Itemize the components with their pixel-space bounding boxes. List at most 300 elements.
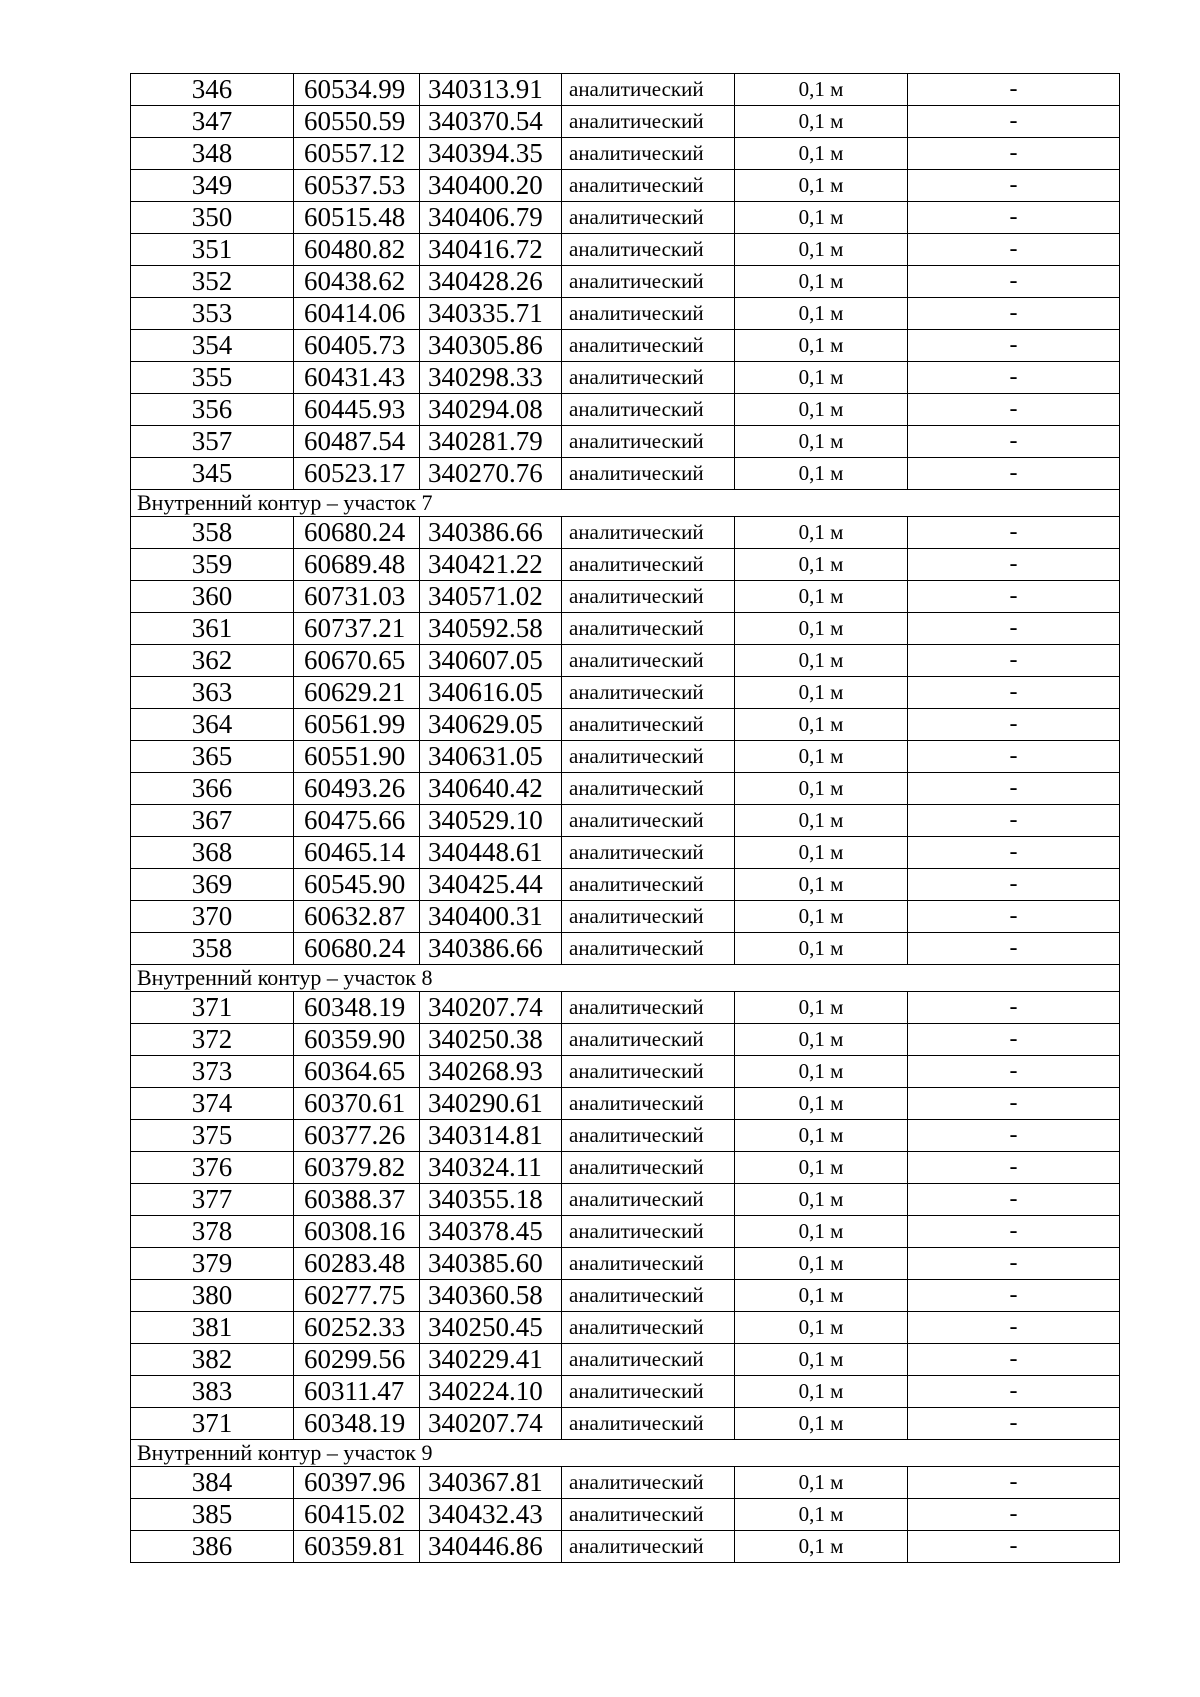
y-coordinate-cell: 340324.11 bbox=[420, 1152, 562, 1184]
method-cell: аналитический bbox=[562, 1499, 735, 1531]
y-coordinate-cell: 340629.05 bbox=[420, 709, 562, 741]
note-cell: - bbox=[908, 1024, 1120, 1056]
accuracy-cell: 0,1 м bbox=[735, 1344, 908, 1376]
accuracy-cell: 0,1 м bbox=[735, 1376, 908, 1408]
table-row bbox=[131, 1312, 1120, 1344]
method-cell: аналитический bbox=[562, 517, 735, 549]
section-header-row bbox=[131, 965, 1120, 992]
x-coordinate-cell: 60680.24 bbox=[294, 933, 420, 965]
accuracy-cell: 0,1 м bbox=[735, 741, 908, 773]
method-cell: аналитический bbox=[562, 234, 735, 266]
method-cell: аналитический bbox=[562, 1280, 735, 1312]
point-number-cell: 367 bbox=[131, 805, 294, 837]
method-cell: аналитический bbox=[562, 613, 735, 645]
method-cell: аналитический bbox=[562, 837, 735, 869]
accuracy-cell: 0,1 м bbox=[735, 677, 908, 709]
y-coordinate-cell: 340592.58 bbox=[420, 613, 562, 645]
point-number-cell: 365 bbox=[131, 741, 294, 773]
accuracy-cell: 0,1 м bbox=[735, 1408, 908, 1440]
table-row bbox=[131, 330, 1120, 362]
point-number-cell: 353 bbox=[131, 298, 294, 330]
x-coordinate-cell: 60364.65 bbox=[294, 1056, 420, 1088]
table-row bbox=[131, 1467, 1120, 1499]
x-coordinate-cell: 60252.33 bbox=[294, 1312, 420, 1344]
accuracy-cell: 0,1 м bbox=[735, 549, 908, 581]
y-coordinate-cell: 340446.86 bbox=[420, 1531, 562, 1563]
note-cell: - bbox=[908, 1376, 1120, 1408]
table-row bbox=[131, 74, 1120, 106]
y-coordinate-cell: 340250.38 bbox=[420, 1024, 562, 1056]
method-cell: аналитический bbox=[562, 645, 735, 677]
x-coordinate-cell: 60283.48 bbox=[294, 1248, 420, 1280]
x-coordinate-cell: 60632.87 bbox=[294, 901, 420, 933]
x-coordinate-cell: 60370.61 bbox=[294, 1088, 420, 1120]
point-number-cell: 363 bbox=[131, 677, 294, 709]
note-cell: - bbox=[908, 1216, 1120, 1248]
y-coordinate-cell: 340394.35 bbox=[420, 138, 562, 170]
note-cell: - bbox=[908, 992, 1120, 1024]
point-number-cell: 375 bbox=[131, 1120, 294, 1152]
note-cell: - bbox=[908, 837, 1120, 869]
table-row bbox=[131, 645, 1120, 677]
y-coordinate-cell: 340294.08 bbox=[420, 394, 562, 426]
note-cell: - bbox=[908, 741, 1120, 773]
table-row bbox=[131, 1408, 1120, 1440]
point-number-cell: 383 bbox=[131, 1376, 294, 1408]
method-cell: аналитический bbox=[562, 1531, 735, 1563]
note-cell: - bbox=[908, 517, 1120, 549]
method-cell: аналитический bbox=[562, 1312, 735, 1344]
point-number-cell: 358 bbox=[131, 517, 294, 549]
table-row bbox=[131, 773, 1120, 805]
method-cell: аналитический bbox=[562, 741, 735, 773]
method-cell: аналитический bbox=[562, 362, 735, 394]
y-coordinate-cell: 340386.66 bbox=[420, 933, 562, 965]
note-cell: - bbox=[908, 1248, 1120, 1280]
point-number-cell: 356 bbox=[131, 394, 294, 426]
x-coordinate-cell: 60311.47 bbox=[294, 1376, 420, 1408]
point-number-cell: 386 bbox=[131, 1531, 294, 1563]
note-cell: - bbox=[908, 426, 1120, 458]
y-coordinate-cell: 340640.42 bbox=[420, 773, 562, 805]
note-cell: - bbox=[908, 1088, 1120, 1120]
table-row bbox=[131, 1184, 1120, 1216]
note-cell: - bbox=[908, 1467, 1120, 1499]
note-cell: - bbox=[908, 458, 1120, 490]
accuracy-cell: 0,1 м bbox=[735, 869, 908, 901]
table-row bbox=[131, 549, 1120, 581]
accuracy-cell: 0,1 м bbox=[735, 426, 908, 458]
method-cell: аналитический bbox=[562, 1120, 735, 1152]
point-number-cell: 379 bbox=[131, 1248, 294, 1280]
method-cell: аналитический bbox=[562, 330, 735, 362]
y-coordinate-cell: 340367.81 bbox=[420, 1467, 562, 1499]
section-title: Внутренний контур – участок 9 bbox=[131, 1440, 1120, 1467]
accuracy-cell: 0,1 м bbox=[735, 837, 908, 869]
note-cell: - bbox=[908, 933, 1120, 965]
accuracy-cell: 0,1 м bbox=[735, 298, 908, 330]
point-number-cell: 368 bbox=[131, 837, 294, 869]
accuracy-cell: 0,1 м bbox=[735, 613, 908, 645]
y-coordinate-cell: 340335.71 bbox=[420, 298, 562, 330]
method-cell: аналитический bbox=[562, 426, 735, 458]
point-number-cell: 354 bbox=[131, 330, 294, 362]
note-cell: - bbox=[908, 74, 1120, 106]
point-number-cell: 347 bbox=[131, 106, 294, 138]
table-row bbox=[131, 677, 1120, 709]
x-coordinate-cell: 60405.73 bbox=[294, 330, 420, 362]
table-row bbox=[131, 1024, 1120, 1056]
note-cell: - bbox=[908, 613, 1120, 645]
accuracy-cell: 0,1 м bbox=[735, 106, 908, 138]
accuracy-cell: 0,1 м bbox=[735, 202, 908, 234]
note-cell: - bbox=[908, 234, 1120, 266]
point-number-cell: 355 bbox=[131, 362, 294, 394]
accuracy-cell: 0,1 м bbox=[735, 1056, 908, 1088]
note-cell: - bbox=[908, 362, 1120, 394]
point-number-cell: 376 bbox=[131, 1152, 294, 1184]
y-coordinate-cell: 340425.44 bbox=[420, 869, 562, 901]
y-coordinate-cell: 340207.74 bbox=[420, 992, 562, 1024]
method-cell: аналитический bbox=[562, 1088, 735, 1120]
note-cell: - bbox=[908, 1408, 1120, 1440]
note-cell: - bbox=[908, 106, 1120, 138]
table-row bbox=[131, 837, 1120, 869]
accuracy-cell: 0,1 м bbox=[735, 709, 908, 741]
method-cell: аналитический bbox=[562, 170, 735, 202]
note-cell: - bbox=[908, 330, 1120, 362]
y-coordinate-cell: 340370.54 bbox=[420, 106, 562, 138]
x-coordinate-cell: 60680.24 bbox=[294, 517, 420, 549]
accuracy-cell: 0,1 м bbox=[735, 901, 908, 933]
x-coordinate-cell: 60277.75 bbox=[294, 1280, 420, 1312]
x-coordinate-cell: 60445.93 bbox=[294, 394, 420, 426]
method-cell: аналитический bbox=[562, 1344, 735, 1376]
point-number-cell: 378 bbox=[131, 1216, 294, 1248]
table-row bbox=[131, 992, 1120, 1024]
method-cell: аналитический bbox=[562, 901, 735, 933]
section-header-row bbox=[131, 1440, 1120, 1467]
table-row bbox=[131, 1248, 1120, 1280]
method-cell: аналитический bbox=[562, 581, 735, 613]
method-cell: аналитический bbox=[562, 458, 735, 490]
y-coordinate-cell: 340529.10 bbox=[420, 805, 562, 837]
point-number-cell: 348 bbox=[131, 138, 294, 170]
x-coordinate-cell: 60431.43 bbox=[294, 362, 420, 394]
x-coordinate-cell: 60348.19 bbox=[294, 1408, 420, 1440]
x-coordinate-cell: 60414.06 bbox=[294, 298, 420, 330]
x-coordinate-cell: 60397.96 bbox=[294, 1467, 420, 1499]
method-cell: аналитический bbox=[562, 1152, 735, 1184]
y-coordinate-cell: 340400.31 bbox=[420, 901, 562, 933]
y-coordinate-cell: 340631.05 bbox=[420, 741, 562, 773]
table-row bbox=[131, 170, 1120, 202]
accuracy-cell: 0,1 м bbox=[735, 74, 908, 106]
point-number-cell: 360 bbox=[131, 581, 294, 613]
table-row bbox=[131, 426, 1120, 458]
note-cell: - bbox=[908, 773, 1120, 805]
point-number-cell: 385 bbox=[131, 1499, 294, 1531]
y-coordinate-cell: 340406.79 bbox=[420, 202, 562, 234]
y-coordinate-cell: 340313.91 bbox=[420, 74, 562, 106]
method-cell: аналитический bbox=[562, 869, 735, 901]
method-cell: аналитический bbox=[562, 677, 735, 709]
accuracy-cell: 0,1 м bbox=[735, 1499, 908, 1531]
section-header-row bbox=[131, 490, 1120, 517]
method-cell: аналитический bbox=[562, 74, 735, 106]
x-coordinate-cell: 60731.03 bbox=[294, 581, 420, 613]
table-row bbox=[131, 234, 1120, 266]
point-number-cell: 359 bbox=[131, 549, 294, 581]
accuracy-cell: 0,1 м bbox=[735, 1280, 908, 1312]
x-coordinate-cell: 60308.16 bbox=[294, 1216, 420, 1248]
accuracy-cell: 0,1 м bbox=[735, 581, 908, 613]
table-row bbox=[131, 869, 1120, 901]
table-row bbox=[131, 805, 1120, 837]
y-coordinate-cell: 340355.18 bbox=[420, 1184, 562, 1216]
x-coordinate-cell: 60388.37 bbox=[294, 1184, 420, 1216]
x-coordinate-cell: 60561.99 bbox=[294, 709, 420, 741]
table-row bbox=[131, 741, 1120, 773]
method-cell: аналитический bbox=[562, 138, 735, 170]
note-cell: - bbox=[908, 1499, 1120, 1531]
method-cell: аналитический bbox=[562, 1248, 735, 1280]
accuracy-cell: 0,1 м bbox=[735, 1120, 908, 1152]
x-coordinate-cell: 60537.53 bbox=[294, 170, 420, 202]
accuracy-cell: 0,1 м bbox=[735, 1531, 908, 1563]
y-coordinate-cell: 340386.66 bbox=[420, 517, 562, 549]
method-cell: аналитический bbox=[562, 1376, 735, 1408]
point-number-cell: 381 bbox=[131, 1312, 294, 1344]
table-row bbox=[131, 1088, 1120, 1120]
note-cell: - bbox=[908, 645, 1120, 677]
point-number-cell: 366 bbox=[131, 773, 294, 805]
table-row bbox=[131, 458, 1120, 490]
table-row bbox=[131, 901, 1120, 933]
point-number-cell: 382 bbox=[131, 1344, 294, 1376]
y-coordinate-cell: 340229.41 bbox=[420, 1344, 562, 1376]
accuracy-cell: 0,1 м bbox=[735, 458, 908, 490]
y-coordinate-cell: 340607.05 bbox=[420, 645, 562, 677]
y-coordinate-cell: 340305.86 bbox=[420, 330, 562, 362]
x-coordinate-cell: 60557.12 bbox=[294, 138, 420, 170]
note-cell: - bbox=[908, 170, 1120, 202]
accuracy-cell: 0,1 м bbox=[735, 773, 908, 805]
accuracy-cell: 0,1 м bbox=[735, 394, 908, 426]
x-coordinate-cell: 60545.90 bbox=[294, 869, 420, 901]
method-cell: аналитический bbox=[562, 1024, 735, 1056]
table-row bbox=[131, 1531, 1120, 1563]
note-cell: - bbox=[908, 1312, 1120, 1344]
accuracy-cell: 0,1 м bbox=[735, 1088, 908, 1120]
table-row bbox=[131, 362, 1120, 394]
accuracy-cell: 0,1 м bbox=[735, 1467, 908, 1499]
table-row bbox=[131, 1152, 1120, 1184]
note-cell: - bbox=[908, 394, 1120, 426]
point-number-cell: 350 bbox=[131, 202, 294, 234]
x-coordinate-cell: 60523.17 bbox=[294, 458, 420, 490]
x-coordinate-cell: 60359.90 bbox=[294, 1024, 420, 1056]
table-row bbox=[131, 581, 1120, 613]
x-coordinate-cell: 60629.21 bbox=[294, 677, 420, 709]
note-cell: - bbox=[908, 1056, 1120, 1088]
x-coordinate-cell: 60551.90 bbox=[294, 741, 420, 773]
table-row bbox=[131, 1499, 1120, 1531]
method-cell: аналитический bbox=[562, 992, 735, 1024]
point-number-cell: 345 bbox=[131, 458, 294, 490]
method-cell: аналитический bbox=[562, 1216, 735, 1248]
section-title: Внутренний контур – участок 7 bbox=[131, 490, 1120, 517]
table-row bbox=[131, 138, 1120, 170]
table-row bbox=[131, 517, 1120, 549]
accuracy-cell: 0,1 м bbox=[735, 234, 908, 266]
method-cell: аналитический bbox=[562, 1056, 735, 1088]
table-body bbox=[131, 74, 1120, 1563]
x-coordinate-cell: 60550.59 bbox=[294, 106, 420, 138]
point-number-cell: 346 bbox=[131, 74, 294, 106]
accuracy-cell: 0,1 м bbox=[735, 1248, 908, 1280]
table-row bbox=[131, 1056, 1120, 1088]
note-cell: - bbox=[908, 138, 1120, 170]
table-row bbox=[131, 1120, 1120, 1152]
table-row bbox=[131, 613, 1120, 645]
method-cell: аналитический bbox=[562, 394, 735, 426]
y-coordinate-cell: 340314.81 bbox=[420, 1120, 562, 1152]
point-number-cell: 384 bbox=[131, 1467, 294, 1499]
coordinates-table bbox=[130, 73, 1120, 1563]
accuracy-cell: 0,1 м bbox=[735, 805, 908, 837]
note-cell: - bbox=[908, 1531, 1120, 1563]
accuracy-cell: 0,1 м bbox=[735, 1152, 908, 1184]
accuracy-cell: 0,1 м bbox=[735, 330, 908, 362]
method-cell: аналитический bbox=[562, 773, 735, 805]
x-coordinate-cell: 60377.26 bbox=[294, 1120, 420, 1152]
y-coordinate-cell: 340268.93 bbox=[420, 1056, 562, 1088]
x-coordinate-cell: 60438.62 bbox=[294, 266, 420, 298]
method-cell: аналитический bbox=[562, 266, 735, 298]
accuracy-cell: 0,1 м bbox=[735, 170, 908, 202]
point-number-cell: 364 bbox=[131, 709, 294, 741]
y-coordinate-cell: 340207.74 bbox=[420, 1408, 562, 1440]
y-coordinate-cell: 340250.45 bbox=[420, 1312, 562, 1344]
point-number-cell: 361 bbox=[131, 613, 294, 645]
note-cell: - bbox=[908, 805, 1120, 837]
point-number-cell: 377 bbox=[131, 1184, 294, 1216]
y-coordinate-cell: 340290.61 bbox=[420, 1088, 562, 1120]
x-coordinate-cell: 60534.99 bbox=[294, 74, 420, 106]
point-number-cell: 373 bbox=[131, 1056, 294, 1088]
x-coordinate-cell: 60737.21 bbox=[294, 613, 420, 645]
note-cell: - bbox=[908, 266, 1120, 298]
y-coordinate-cell: 340416.72 bbox=[420, 234, 562, 266]
table-row bbox=[131, 266, 1120, 298]
point-number-cell: 371 bbox=[131, 1408, 294, 1440]
accuracy-cell: 0,1 м bbox=[735, 1024, 908, 1056]
method-cell: аналитический bbox=[562, 805, 735, 837]
note-cell: - bbox=[908, 901, 1120, 933]
x-coordinate-cell: 60689.48 bbox=[294, 549, 420, 581]
x-coordinate-cell: 60415.02 bbox=[294, 1499, 420, 1531]
note-cell: - bbox=[908, 202, 1120, 234]
note-cell: - bbox=[908, 1120, 1120, 1152]
y-coordinate-cell: 340571.02 bbox=[420, 581, 562, 613]
accuracy-cell: 0,1 м bbox=[735, 1184, 908, 1216]
table-row bbox=[131, 709, 1120, 741]
method-cell: аналитический bbox=[562, 1408, 735, 1440]
point-number-cell: 370 bbox=[131, 901, 294, 933]
table-row bbox=[131, 1216, 1120, 1248]
note-cell: - bbox=[908, 298, 1120, 330]
y-coordinate-cell: 340385.60 bbox=[420, 1248, 562, 1280]
method-cell: аналитический bbox=[562, 298, 735, 330]
point-number-cell: 351 bbox=[131, 234, 294, 266]
y-coordinate-cell: 340616.05 bbox=[420, 677, 562, 709]
note-cell: - bbox=[908, 709, 1120, 741]
accuracy-cell: 0,1 м bbox=[735, 1312, 908, 1344]
note-cell: - bbox=[908, 677, 1120, 709]
accuracy-cell: 0,1 м bbox=[735, 362, 908, 394]
method-cell: аналитический bbox=[562, 1184, 735, 1216]
x-coordinate-cell: 60487.54 bbox=[294, 426, 420, 458]
note-cell: - bbox=[908, 869, 1120, 901]
table-row bbox=[131, 106, 1120, 138]
accuracy-cell: 0,1 м bbox=[735, 517, 908, 549]
point-number-cell: 380 bbox=[131, 1280, 294, 1312]
point-number-cell: 374 bbox=[131, 1088, 294, 1120]
table-row bbox=[131, 1376, 1120, 1408]
accuracy-cell: 0,1 м bbox=[735, 933, 908, 965]
method-cell: аналитический bbox=[562, 933, 735, 965]
x-coordinate-cell: 60465.14 bbox=[294, 837, 420, 869]
accuracy-cell: 0,1 м bbox=[735, 266, 908, 298]
table-row bbox=[131, 1344, 1120, 1376]
accuracy-cell: 0,1 м bbox=[735, 138, 908, 170]
x-coordinate-cell: 60475.66 bbox=[294, 805, 420, 837]
x-coordinate-cell: 60348.19 bbox=[294, 992, 420, 1024]
table-row bbox=[131, 394, 1120, 426]
method-cell: аналитический bbox=[562, 106, 735, 138]
point-number-cell: 372 bbox=[131, 1024, 294, 1056]
point-number-cell: 369 bbox=[131, 869, 294, 901]
accuracy-cell: 0,1 м bbox=[735, 645, 908, 677]
y-coordinate-cell: 340421.22 bbox=[420, 549, 562, 581]
x-coordinate-cell: 60670.65 bbox=[294, 645, 420, 677]
point-number-cell: 358 bbox=[131, 933, 294, 965]
accuracy-cell: 0,1 м bbox=[735, 992, 908, 1024]
table-row bbox=[131, 1280, 1120, 1312]
y-coordinate-cell: 340298.33 bbox=[420, 362, 562, 394]
method-cell: аналитический bbox=[562, 1467, 735, 1499]
point-number-cell: 352 bbox=[131, 266, 294, 298]
x-coordinate-cell: 60379.82 bbox=[294, 1152, 420, 1184]
x-coordinate-cell: 60480.82 bbox=[294, 234, 420, 266]
x-coordinate-cell: 60515.48 bbox=[294, 202, 420, 234]
point-number-cell: 371 bbox=[131, 992, 294, 1024]
note-cell: - bbox=[908, 1184, 1120, 1216]
accuracy-cell: 0,1 м bbox=[735, 1216, 908, 1248]
table-row bbox=[131, 298, 1120, 330]
y-coordinate-cell: 340378.45 bbox=[420, 1216, 562, 1248]
point-number-cell: 349 bbox=[131, 170, 294, 202]
table-row bbox=[131, 202, 1120, 234]
y-coordinate-cell: 340448.61 bbox=[420, 837, 562, 869]
method-cell: аналитический bbox=[562, 202, 735, 234]
method-cell: аналитический bbox=[562, 549, 735, 581]
point-number-cell: 362 bbox=[131, 645, 294, 677]
note-cell: - bbox=[908, 1280, 1120, 1312]
y-coordinate-cell: 340270.76 bbox=[420, 458, 562, 490]
x-coordinate-cell: 60299.56 bbox=[294, 1344, 420, 1376]
